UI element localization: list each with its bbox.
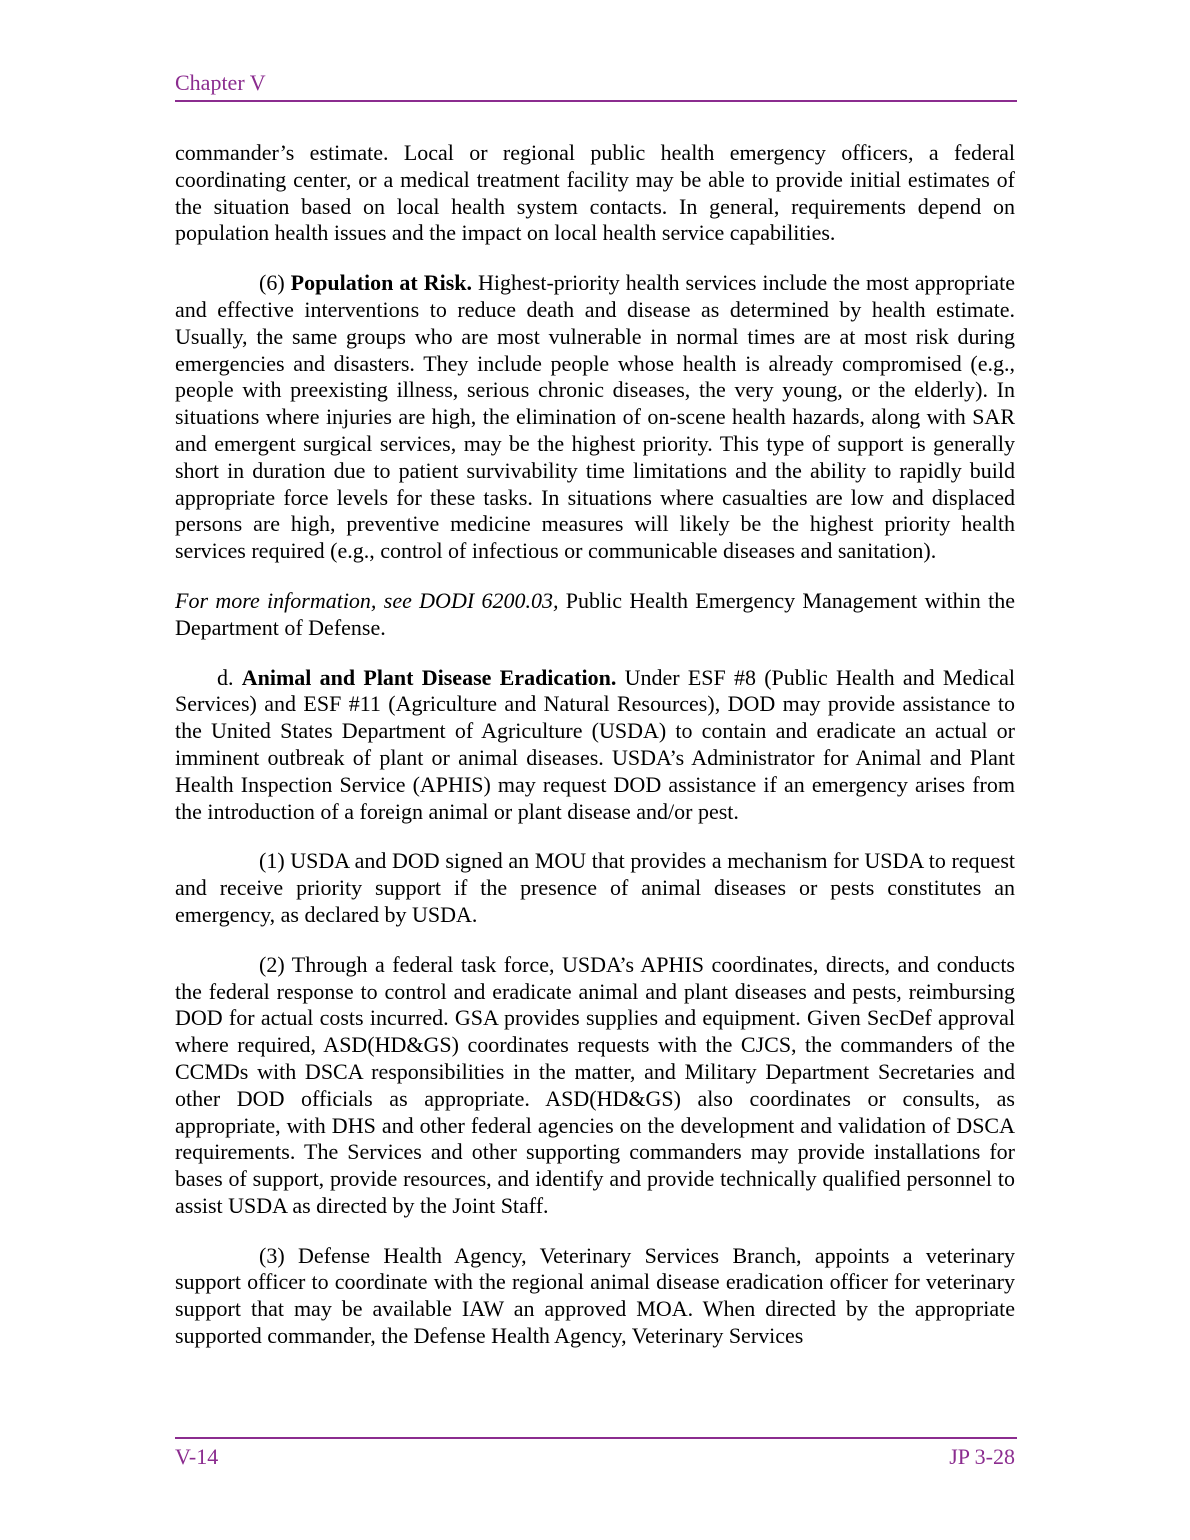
paragraph-population-at-risk bbox=[175, 270, 1015, 565]
body-text bbox=[175, 140, 1015, 1373]
chapter-header: Chapter V bbox=[175, 70, 266, 95]
paragraph-continuation: commander’s estimate. Local or regional public health emergency officers, a federal coordinating center, or a medical treatment facility may be able to provide initial estimates of the situation based on local health system contacts. In general, requirements depend on population health issues and the impact on local health service capabilities. bbox=[175, 140, 1015, 246]
paragraph-veterinary-services: (3) Defense Health Agency, Veterinary Services Branch, appoints a veterinary support officer to coordinate with the regional animal disease eradication officer for veterinary support that may be available IAW an approved MOA. When directed by the appropriate supported commander, the Defense Health Agency, Veterinary Services bbox=[175, 1242, 1015, 1349]
paragraph-body: Highest-priority health services include the most appropriate and effective interventions to reduce death and disease as determined by health estimate. Usually, the same groups who are most vulnerable in normal times are at most risk during emergencies and disasters. They include people whose health is already compromised (e.g., people with preexisting illness, serious chronic diseases, the very young, or the elderly). In situations where injuries are high, the elimination of on-scene health hazards, along with SAR and emergent surgical services, may be the highest priority. This type of support is generally short in duration due to patient survivability time limitations and the ability to rapidly build appropriate force levels for these tasks. In situations where casualties are low and displaced persons are high, preventive medicine measures will likely be the highest priority health services required (e.g., control of infectious or communicable diseases and sanitation). bbox=[175, 270, 1016, 564]
page-number: V-14 bbox=[175, 1444, 219, 1469]
reference-title: Public Health Emergency Management within the Department of Defense. bbox=[175, 587, 1015, 640]
paragraph-heading: Animal and Plant Disease Eradication. bbox=[241, 664, 617, 690]
paragraph-usda-mou: (1) USDA and DOD signed an MOU that provides a mechanism for USDA to request and receive priority support if the presence of animal diseases or pests constitutes an emergency, as declared by USDA. bbox=[175, 848, 1015, 927]
paragraph-number: (6) bbox=[259, 270, 291, 296]
header-rule bbox=[175, 100, 1017, 102]
reference-italic: For more information, see DODI 6200.03, bbox=[175, 587, 559, 613]
publication-id: JP 3-28 bbox=[949, 1444, 1015, 1469]
footer-rule bbox=[175, 1437, 1017, 1439]
paragraph-federal-task-force: (2) Through a federal task force, USDA’s APHIS coordinates, directs, and conducts the federal response to control and eradicate animal and plant diseases and pests, reimbursing DOD for actual costs incurred. GSA provides supplies and equipment. Given SecDef approval where required, ASD(HD&GS) coordinates requests with the CJCS, the commanders of the CCMDs with DSCA responsibilities in the matter, and Military Department Secretaries and other DOD officials as appropriate. ASD(HD&GS) also coordinates or consults, as appropriate, with DHS and other federal agencies on the development and validation of DSCA requirements. The Services and other supporting commanders may provide installations for bases of support, provide resources, and identify and provide technically qualified personnel to assist USDA as directed by the Joint Staff. bbox=[175, 951, 1015, 1218]
paragraph-animal-plant-disease bbox=[175, 665, 1015, 826]
reference-note bbox=[175, 588, 1015, 642]
paragraph-number: d. bbox=[217, 664, 242, 690]
paragraph-heading: Population at Risk. bbox=[290, 270, 473, 296]
paragraph-body: Under ESF #8 (Public Health and Medical Services) and ESF #11 (Agriculture and Natural Resources), DOD may provide assistance to the United States Department of Agriculture (USDA) to contain and eradicate an actual or imminent outbreak of plant or animal diseases. USDA’s Administrator for Animal and Plant Health Inspection Service (APHIS) may request DOD assistance if an emergency arises from the introduction of a foreign animal or plant disease and/or pest. bbox=[175, 664, 1015, 824]
